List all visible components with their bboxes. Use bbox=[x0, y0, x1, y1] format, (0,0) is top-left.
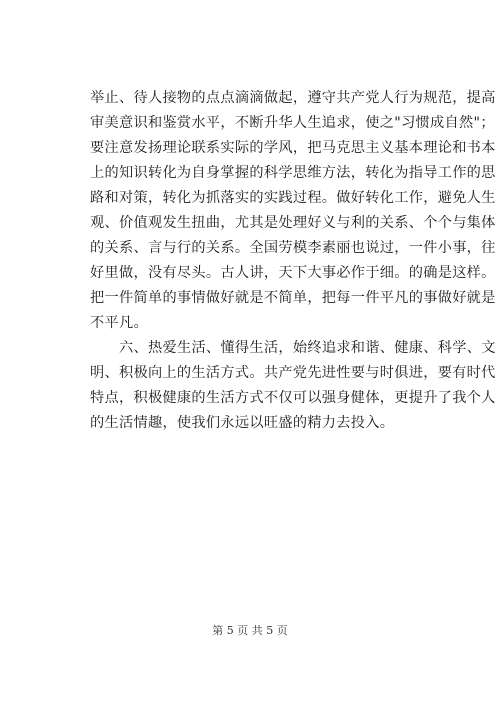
text-line: 不平凡。 bbox=[90, 315, 148, 331]
text-line: 的关系、言与行的关系。全国劳模李素丽也说过，一件小事，往 bbox=[90, 240, 496, 256]
text-line: 特点，积极健康的生活方式不仅可以强身健体，更提升了我个人 bbox=[90, 390, 496, 406]
text-line: 明、积极向上的生活方式。共产党先进性要与时俱进，要有时代 bbox=[90, 365, 496, 381]
text-line: 把一件简单的事情做好就是不简单，把每一件平凡的事做好就是 bbox=[90, 290, 496, 306]
text-line: 好里做，没有尽头。古人讲，天下大事必作于细。的确是这样。 bbox=[90, 265, 496, 281]
text-line: 路和对策，转化为抓落实的实践过程。做好转化工作，避免人生 bbox=[90, 190, 496, 206]
text-line: 上的知识转化为自身掌握的科学思维方法，转化为指导工作的思 bbox=[90, 165, 496, 181]
text-line: 的生活情趣，使我们永远以旺盛的精力去投入。 bbox=[90, 415, 395, 431]
text-line: 举止、待人接物的点点滴滴做起，遵守共产党人行为规范，提高 bbox=[90, 90, 496, 106]
body-text bbox=[90, 86, 496, 436]
text-line: 要注意发扬理论联系实际的学风，把马克思主义基本理论和书本 bbox=[90, 140, 496, 156]
text-line: 观、价值观发生扭曲，尤其是处理好义与利的关系、个个与集体 bbox=[90, 215, 496, 231]
text-line: 审美意识和鉴赏水平，不断升华人生追求，使之"习惯成自然"； bbox=[90, 115, 495, 131]
paragraph-first-line: 六、热爱生活、懂得生活，始终追求和谐、健康、科学、文 bbox=[119, 340, 496, 356]
page-number-footer: 第 5 页 共 5 页 bbox=[212, 624, 288, 637]
